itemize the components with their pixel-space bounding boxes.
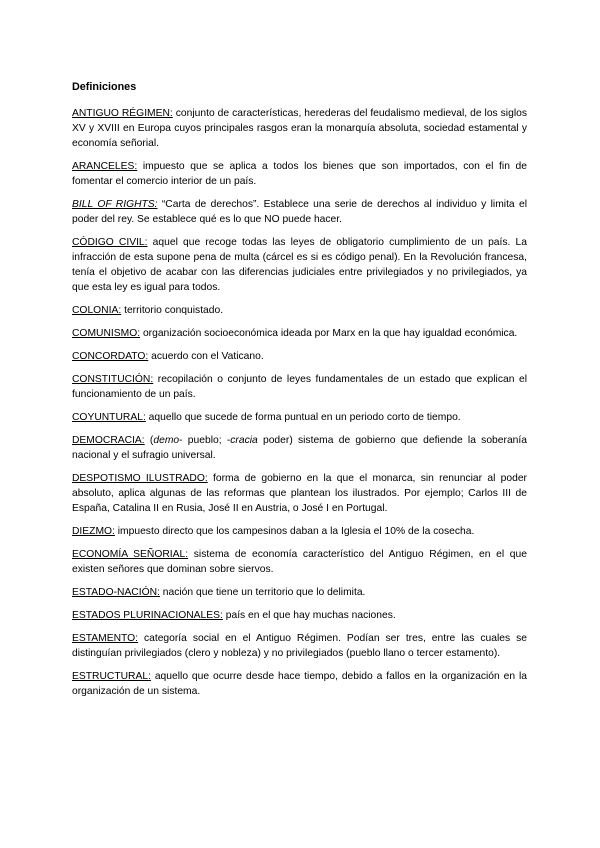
definition-coyuntural	[72, 410, 527, 425]
definition-term: CONCORDATO:	[72, 351, 149, 362]
definition-term: ESTRUCTURAL:	[72, 671, 151, 682]
definition-despotismo-ilustrado	[72, 471, 527, 516]
definition-term: ARANCELES:	[72, 161, 138, 172]
definition-term: ANTIGUO RÉGIMEN:	[72, 108, 173, 119]
definition-estados-plurinacionales	[72, 608, 527, 623]
definition-bill-of-rights	[72, 197, 527, 227]
definition-antiguo-regimen	[72, 106, 527, 151]
definition-diezmo	[72, 524, 527, 539]
definition-text: impuesto que se aplica a todos los bienes que son importados, con el fin de fomentar el comercio interior de un país.	[72, 161, 527, 187]
definition-text: sistema de economía característico del Antiguo Régimen, en el que existen señores que dominan sobre siervos.	[72, 549, 527, 575]
definition-term: CÓDIGO CIVIL:	[72, 237, 148, 248]
definition-estamento	[72, 631, 527, 661]
definition-estado-nacion	[72, 585, 527, 600]
definition-concordato	[72, 349, 527, 364]
definition-democracia	[72, 433, 527, 463]
definition-text: impuesto directo que los campesinos daban a la Iglesia el 10% de la cosecha.	[114, 526, 475, 537]
definition-constitucion	[72, 372, 527, 402]
definition-text: país en el que hay muchas naciones.	[222, 610, 396, 621]
etymology-cracia: cracia	[230, 435, 258, 446]
definition-text: territorio conquistado.	[121, 305, 224, 316]
definition-term: ESTADOS PLURINACIONALES:	[72, 610, 223, 621]
definition-aranceles	[72, 159, 527, 189]
definition-term: BILL OF RIGHTS:	[72, 199, 158, 210]
document-page	[72, 80, 527, 707]
definition-text: forma de gobierno en la que el monarca, sin renunciar al poder absoluto, aplica algunas de las reformas que plantean los ilustrados. Por ejemplo; Carlos III de España, Catalina II en Rusia, José II en Austria, o José I en Portugal.	[72, 473, 527, 514]
definition-text: conjunto de características, herederas del feudalismo medieval, de los siglos XV y XVIII en Europa cuyos principales rasgos eran la monarquía absoluta, sociedad estamental y economía señorial.	[72, 108, 527, 149]
definition-text: recopilación o conjunto de leyes fundamentales de un estado que explican el funcionamiento de un país.	[72, 374, 527, 400]
definition-text: nación que tiene un territorio que lo delimita.	[159, 587, 366, 598]
definition-text: aquel que recoge todas las leyes de obligatorio cumplimiento de un país. La infracción de esta supone pena de multa (cárcel es si es código penal). En la Revolución francesa, tenía el objetivo de acabar con las diferencias judiciales entre privilegiados y no privilegiados, ya que esta ley es igual para todos.	[72, 237, 527, 293]
definition-term: DEMOCRACIA:	[72, 435, 145, 446]
definition-colonia	[72, 303, 527, 318]
definition-term: COMUNISMO:	[72, 328, 141, 339]
definition-text-pre: (	[144, 435, 154, 446]
definition-codigo-civil	[72, 235, 527, 295]
definition-text: categoría social en el Antiguo Régimen. Podían ser tres, entre las cuales se distinguían privilegiados (clero y nobleza) y no privilegiados (pueblo llano o tercer estamento).	[72, 633, 527, 659]
definition-text: aquello que sucede de forma puntual en un periodo corto de tiempo.	[145, 412, 461, 423]
definition-text: poder) sistema de gobierno que defiende la soberanía nacional y el sufragio universal.	[72, 435, 527, 461]
page-title: Definiciones	[72, 81, 137, 93]
definition-term: ESTAMENTO:	[72, 633, 138, 644]
definition-text: organización socioeconómica ideada por Marx en la que hay igualdad económica.	[140, 328, 518, 339]
definition-term: ESTADO-NACIÓN:	[72, 587, 160, 598]
definition-text-mid: - pueblo; -	[179, 435, 231, 446]
definition-text: aquello que ocurre desde hace tiempo, debido a fallos en la organización en la organización de un sistema.	[72, 671, 527, 697]
definition-comunismo	[72, 326, 527, 341]
definition-term: ECONOMÍA SEÑORIAL:	[72, 549, 189, 560]
definition-text: “Carta de derechos”. Establece una serie de derechos al individuo y limita el poder del rey. Se establece qué es lo que NO puede hacer.	[72, 199, 528, 225]
definition-term: DIEZMO:	[72, 526, 115, 537]
definition-term: COLONIA:	[72, 305, 122, 316]
definition-term: DESPOTISMO ILUSTRADO:	[72, 473, 208, 484]
definition-term: COYUNTURAL:	[72, 412, 146, 423]
definition-text: acuerdo con el Vaticano.	[148, 351, 264, 362]
definition-economia-senorial	[72, 547, 527, 577]
definition-term: CONSTITUCIÓN:	[72, 374, 154, 385]
etymology-demo: demo	[153, 435, 180, 446]
definition-estructural	[72, 669, 527, 699]
